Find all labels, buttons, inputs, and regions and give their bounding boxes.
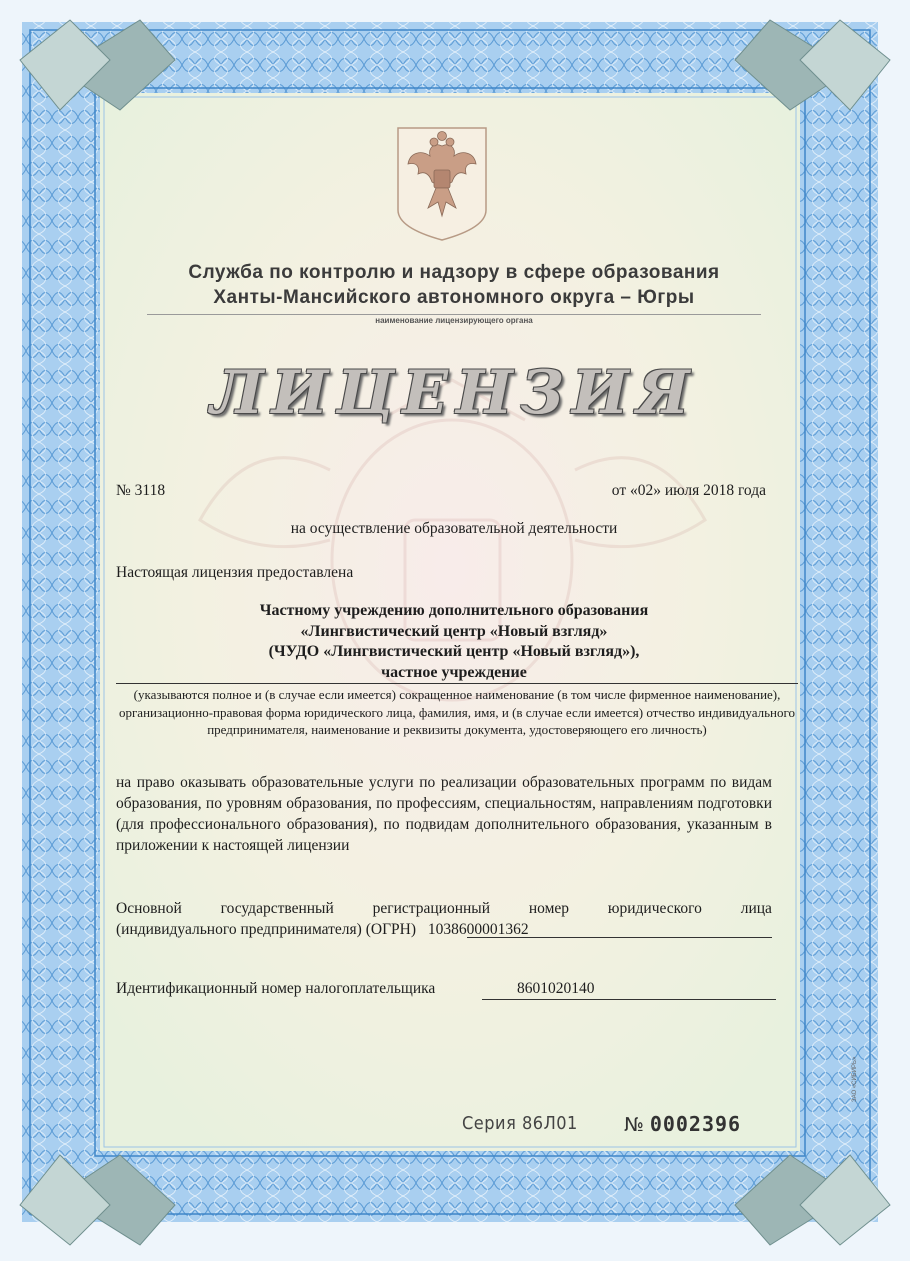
ogrn-word: юридического (607, 900, 702, 917)
holder-line-1: Частному учреждению дополнительного образования (259, 602, 649, 619)
holder-line-4: частное учреждение (381, 663, 527, 681)
ogrn-word: номер (528, 900, 570, 917)
license-holder (122, 601, 786, 683)
serial-value: 0002396 (649, 1112, 742, 1136)
ogrn-word: Основной (116, 900, 182, 917)
inn-underline (482, 999, 776, 1000)
ogrn-value: 1038600001362 (427, 921, 529, 938)
printer-imprint: ЗАО «СИБИРЬ» (852, 1056, 858, 1102)
ogrn-word: регистрационный (372, 900, 491, 917)
ogrn-word: лица (740, 900, 772, 917)
license-number: № 3118 (116, 482, 166, 499)
inn-label: Идентификационный номер налогоплательщика (116, 980, 436, 997)
ogrn-underline (467, 937, 772, 938)
serial-prefix: № (624, 1114, 644, 1136)
ogrn-label: (индивидуального предпринимателя) (ОГРН) (116, 921, 417, 938)
form-series: Серия 86Л01 (462, 1113, 578, 1134)
holder-underline (116, 683, 798, 684)
holder-line-2: «Лингвистический центр «Новый взгляд» (300, 622, 608, 640)
document-title: ЛИЦЕНЗИЯ (210, 358, 698, 428)
granted-label: Настоящая лицензия предоставлена (116, 564, 354, 581)
issuer-line-2: Ханты-Мансийского автономного округа – Югры (213, 287, 695, 308)
issuer-caption: наименование лицензирующего органа (375, 316, 533, 325)
ogrn-label-line-1 (116, 898, 772, 919)
holder-caption: (указываются полное и (в случае если имеется) сокращенное наименование (в том числе фирменное наименование), организационно-правовая форма юридического лица, фамилия, имя, и (в случае если имеется) отчество индивидуального предпринимателя, наименование и реквизиты документа, удостоверяющего его личность) (118, 687, 796, 737)
issuer-line-1: Служба по контролю и надзору в сфере образования (188, 262, 720, 283)
document-body (116, 110, 796, 1152)
issuer-underline (147, 314, 761, 315)
inn-value: 8601020140 (517, 980, 595, 997)
rights-text: на право оказывать образовательные услуги по реализации образовательных программ по видам образования, по уровням образования, по профессиям, специальностям, направлениям подготовки (для профессионального образования), по подвидам дополнительного образования, указанным в приложении к настоящей лицензии (116, 774, 772, 854)
license-purpose: на осуществление образовательной деятельности (290, 520, 618, 537)
ogrn-field (116, 898, 772, 940)
holder-line-3: (ЧУДО «Лингвистический центр «Новый взгляд»), (268, 643, 640, 660)
ogrn-word: государственный (220, 900, 334, 917)
form-serial-number (624, 1112, 741, 1136)
issuer-name (122, 260, 786, 310)
license-date: от «02» июля 2018 года (611, 482, 766, 499)
